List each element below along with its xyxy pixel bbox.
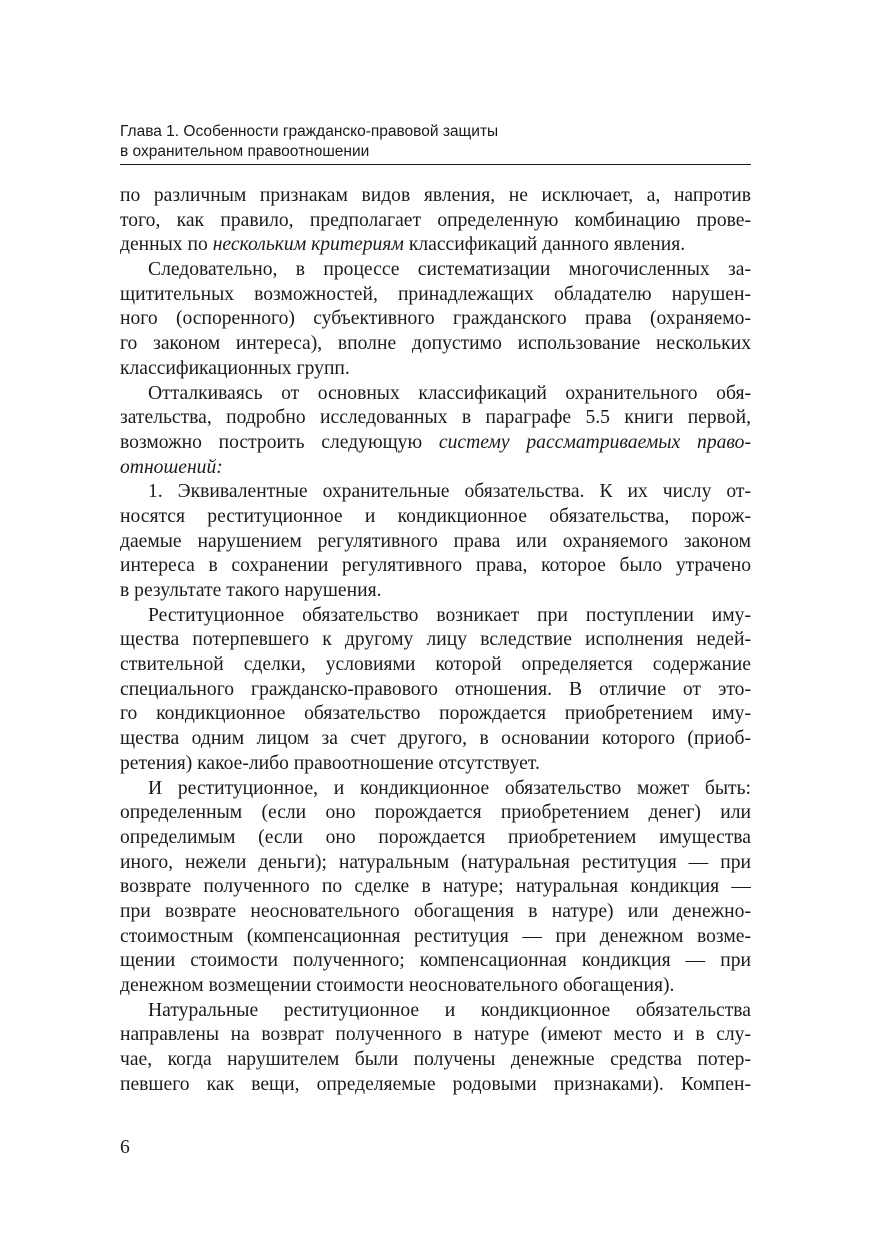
page-number: 6 (120, 1137, 130, 1158)
emphasis-text: систему рассматриваемых право- (438, 431, 751, 453)
text-run: денных по (120, 234, 213, 256)
text-line: чае, когда нарушителем были получены денежные средства потер- (120, 1049, 751, 1071)
text-line: специального гражданско-правового отношения. В отличие от это- (120, 678, 751, 700)
emphasis-text: нескольким критериям (212, 234, 404, 256)
text-line: денежном возмещении стоимости неосновательного обогащения). (120, 975, 675, 996)
text-line: того, как правило, предполагает определенную комбинацию прове- (120, 209, 751, 231)
header-divider (120, 164, 751, 165)
text-line: в результате такого нарушения. (120, 580, 382, 601)
text-line: интереса в сохранении регулятивного права, которое было утрачено (120, 555, 751, 577)
text-line: Реституционное обязательство возникает при поступлении иму- (148, 604, 751, 626)
text-line: по различным признакам видов явления, не исключает, а, напротив (120, 185, 751, 206)
text-line: ствительной сделки, условиями которой определяется содержание (120, 654, 751, 676)
text-line (120, 431, 751, 456)
text-line (120, 456, 751, 481)
text-line: Отталкиваясь от основных классификаций охранительного обя- (148, 382, 751, 404)
text-line: Натуральные реституционное и кондикционное обязательства (148, 999, 751, 1021)
text-line: при возврате неосновательного обогащения в натуре) или денежно- (120, 900, 751, 922)
text-line: определенным (если оно порождается приобретением денег) или (120, 802, 751, 824)
text-line: го законом интереса), вполне допустимо использование нескольких (120, 333, 751, 355)
text-line: го кондикционное обязательство порождается приобретением иму- (120, 703, 751, 725)
text-line: Следовательно, в процессе систематизации многочисленных за- (148, 259, 751, 281)
body-text (120, 184, 751, 1097)
text-line: щества потерпевшего к другому лицу вследствие исполнения недей- (120, 629, 751, 651)
text-line (120, 233, 751, 258)
text-line: 1. Эквивалентные охранительные обязательства. К их числу от- (148, 481, 751, 503)
text-line: зательства, подробно исследованных в параграфе 5.5 книги первой, (120, 407, 751, 429)
text-line: возврате полученного по сделке в натуре; натуральная кондикция — (120, 876, 751, 898)
text-run: возможно построить следующую (120, 431, 439, 453)
text-line: направлены на возврат полученного в натуре (имеют место и в слу- (120, 1024, 751, 1046)
text-line: классификационных групп. (120, 357, 350, 379)
text-line: щении стоимости полученного; компенсационная кондикция — при (120, 950, 751, 972)
text-line: носятся реституционное и кондикционное обязательства, порож- (120, 505, 751, 527)
text-line: иного, нежели деньги); натуральным (натуральная реституция — при (120, 851, 751, 873)
emphasis-text: отношений: (120, 456, 223, 478)
text-line: ретения) какое-либо правоотношение отсутствует. (120, 752, 540, 774)
text-line: ного (оспоренного) субъективного гражданского права (охраняемо- (120, 308, 751, 330)
text-line: щества одним лицом за счет другого, в основании которого (приоб- (120, 728, 751, 750)
text-line: определимым (если оно порождается приобретением имущества (120, 826, 751, 848)
running-header-line-2: в охранительном правоотношении (120, 143, 370, 160)
text-line: И реституционное, и кондикционное обязательство может быть: (148, 777, 751, 799)
text-run: классификаций данного явления. (403, 234, 686, 256)
running-header-line-1: Глава 1. Особенности гражданско-правовой защиты (120, 123, 499, 140)
running-header (120, 122, 750, 162)
text-line: певшего как вещи, определяемые родовыми признаками). Компен- (120, 1073, 751, 1095)
text-line: щитительных возможностей, принадлежащих обладателю нарушен- (120, 283, 751, 305)
text-line: даемые нарушением регулятивного права или охраняемого законом (120, 530, 751, 552)
text-line: стоимостным (компенсационная реституция — при денежном возме- (120, 925, 751, 947)
